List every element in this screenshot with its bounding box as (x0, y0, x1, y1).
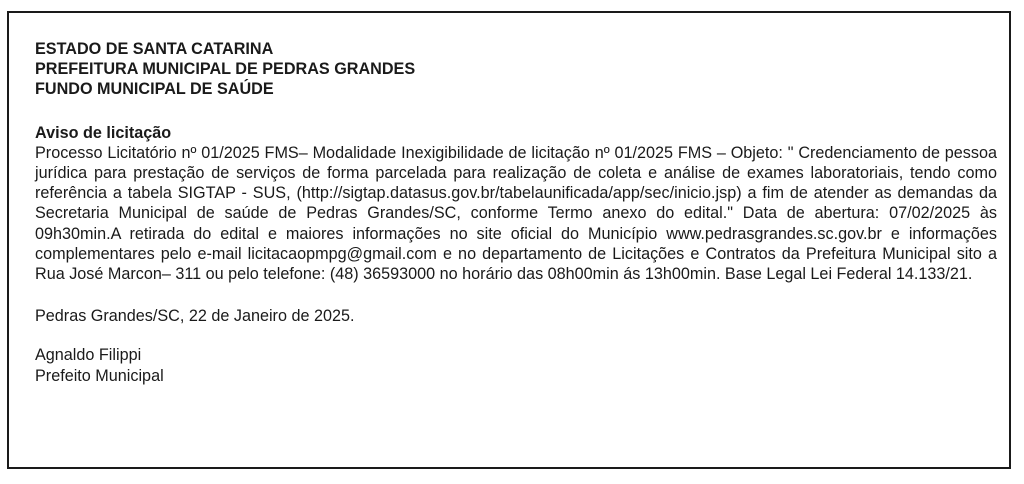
notice-box (7, 11, 1011, 469)
notice-body: Processo Licitatório nº 01/2025 FMS– Modalidade Inexigibilidade de licitação nº 01/2025 FMS – Objeto: " Credenciamento de pessoa jurídica para prestação de serviços de forma parcelada para realização de coleta e análise de exames laboratoriais, tendo como referência a tabela SIGTAP - SUS, (http://sigtap.datasus.gov.br/tabelaunificada/app/sec/inicio.jsp) a fim de atender as demandas da Secretaria Municipal de saúde de Pedras Grandes/SC, conforme Termo anexo do edital." Data de abertura: 07/02/2025 às 09h30min.A retirada do edital e maiores informações no site oficial do Município www.pedrasgrandes.sc.gov.br e informações complementares pelo e-mail licitacaopmpg@gmail.com e no departamento de Licitações e Contratos da Prefeitura Municipal sito a Rua José Marcon– 311 ou pelo telefone: (48) 36593000 no horário das 08h00min ás 13h00min. Base Legal Lei Federal 14.133/21. (35, 143, 997, 284)
signature-block (35, 345, 997, 385)
notice-content (35, 39, 997, 386)
header-fund: FUNDO MUNICIPAL DE SAÚDE (35, 80, 274, 99)
signature-name: Agnaldo Filippi (35, 346, 142, 365)
header-state: ESTADO DE SANTA CATARINA (35, 40, 274, 58)
signature-role: Prefeito Municipal (35, 366, 164, 385)
notice-title: Aviso de licitação (35, 123, 172, 142)
header-block (35, 39, 997, 100)
header-prefecture: PREFEITURA MUNICIPAL DE PEDRAS GRANDES (35, 60, 416, 79)
date-line: Pedras Grandes/SC, 22 de Janeiro de 2025. (35, 307, 355, 326)
